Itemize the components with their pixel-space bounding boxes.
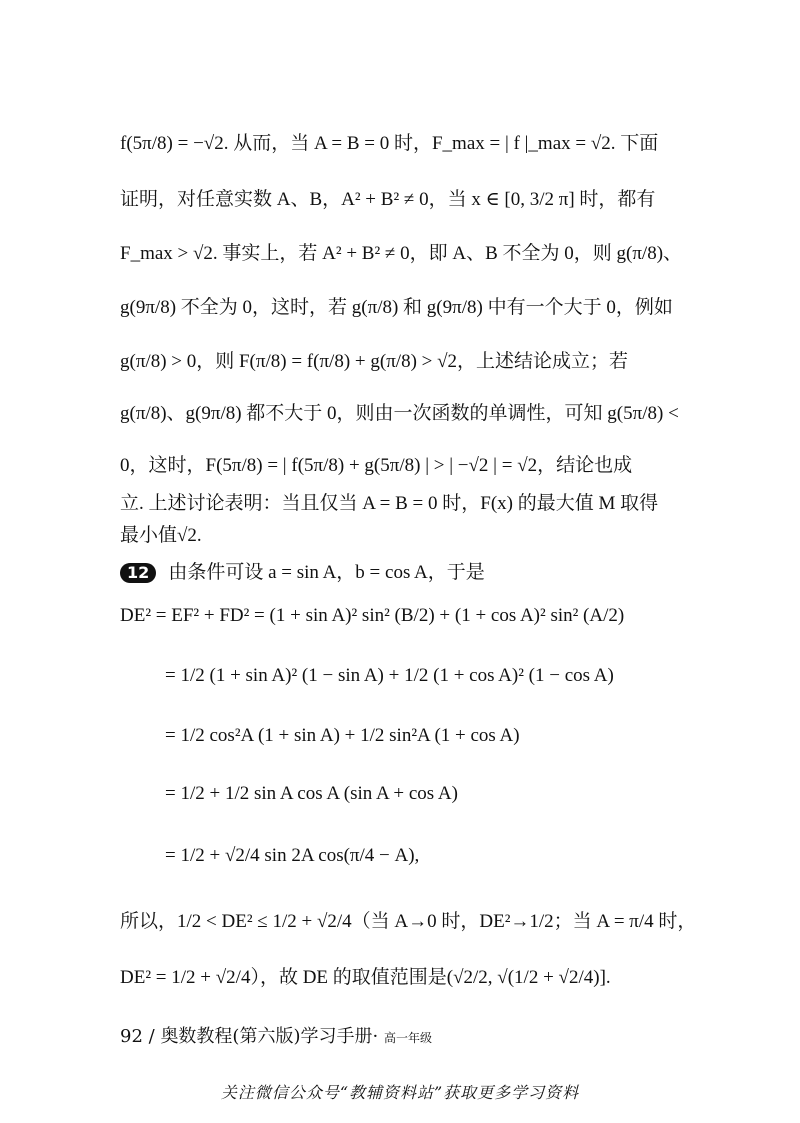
problem-intro: 由条件可设 a = sin A，b = cos A，于是 [168,562,485,583]
book-title: 奥数教程(第六版)学习手册· [160,1026,379,1047]
text-line: g(π/8) > 0，则 F(π/8) = f(π/8) + g(π/8) > √2，上述结论成立；若 [120,351,629,372]
text-line: F_max > √2. 事实上，若 A² + B² ≠ 0，即 A、B 不全为 0，则 g(π/8)、 [120,243,683,264]
page-footer [120,1022,432,1048]
problem-number-badge: 12 [120,563,156,583]
conclusion-line: 所以，1/2 < DE² ≤ 1/2 + √2/4（当 A→0 时，DE²→1/2；当 A = π/4 时， [120,911,697,932]
bottom-note: 关注微信公众号“教辅资料站”获取更多学习资料 [220,1083,580,1102]
equation-line: DE² = EF² + FD² = (1 + sin A)² sin² (B/2) + (1 + cos A)² sin² (A/2) [120,605,625,626]
equation-line: = 1/2 (1 + sin A)² (1 − sin A) + 1/2 (1 + cos A)² (1 − cos A) [165,665,614,686]
equation-line: = 1/2 + √2/4 sin 2A cos(π/4 − A), [165,845,420,866]
grade-label: 高一年级 [383,1031,432,1045]
equation-line: = 1/2 + 1/2 sin A cos A (sin A + cos A) [165,783,458,804]
problem-heading [120,556,485,589]
text-line: f(5π/8) = −√2. 从而，当 A = B = 0 时，F_max = | f |_max = √2. 下面 [120,133,659,154]
conclusion-line: DE² = 1/2 + √2/4），故 DE 的取值范围是(√2/2, √(1/2 + √2/4)]. [120,967,611,988]
text-line: 证明，对任意实数 A、B，A² + B² ≠ 0，当 x ∈ [0, 3/2 π] 时，都有 [120,189,656,210]
page-number: 92 [120,1026,143,1047]
text-line: g(9π/8) 不全为 0，这时，若 g(π/8) 和 g(9π/8) 中有一个大于 0，例如 [120,297,673,318]
text-line: g(π/8)、g(9π/8) 都不大于 0，则由一次函数的单调性，可知 g(5π/8) < [120,403,679,424]
equation-line: = 1/2 cos²A (1 + sin A) + 1/2 sin²A (1 + cos A) [165,725,520,746]
text-line: 立. 上述讨论表明：当且仅当 A = B = 0 时，F(x) 的最大值 M 取得 [120,493,659,514]
text-line: 0，这时，F(5π/8) = | f(5π/8) + g(5π/8) | > | −√2 | = √2，结论也成 [120,455,633,476]
footer-separator: / [148,1026,161,1047]
text-line: 最小值√2. [120,525,202,546]
